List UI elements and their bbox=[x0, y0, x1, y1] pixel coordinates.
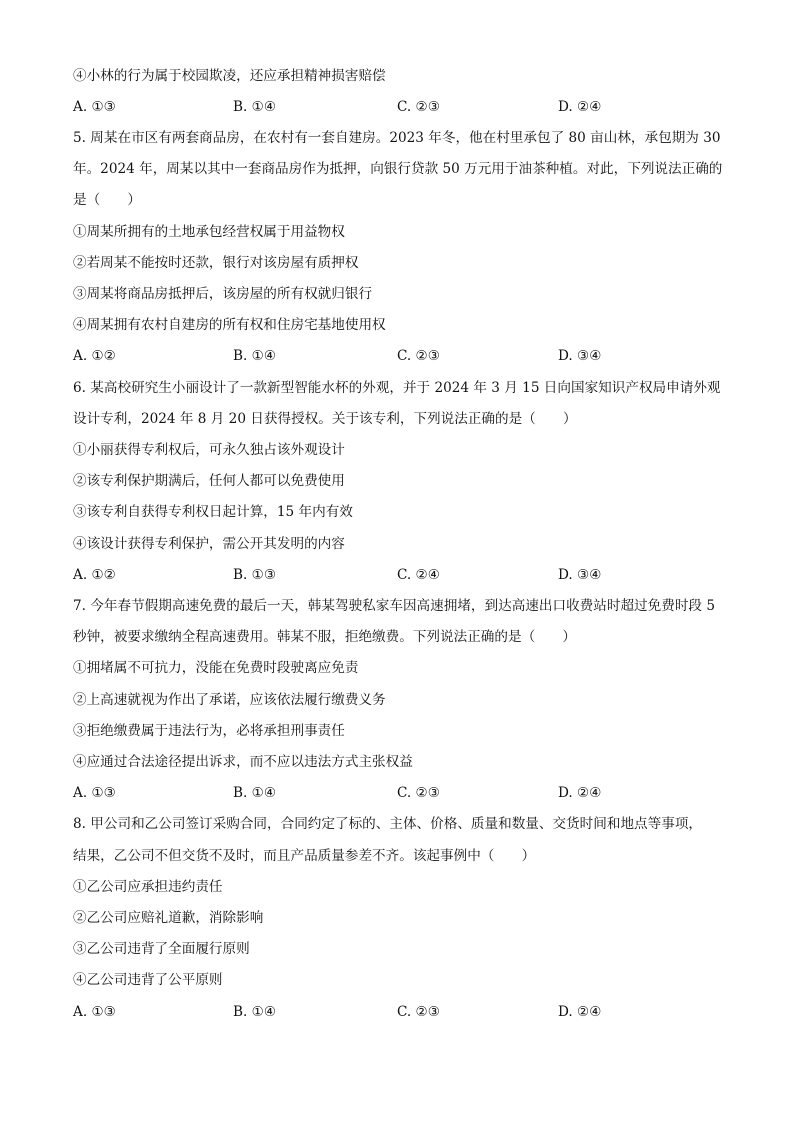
q7-statement-1: ①拥堵属不可抗力，没能在免费时段驶离应免责 bbox=[73, 660, 359, 676]
q6-option-a: A. ①② bbox=[73, 567, 116, 583]
q6-statement-1: ①小丽获得专利权后，可永久独占该外观设计 bbox=[73, 442, 345, 458]
q8-statement-3: ③乙公司违背了全面履行原则 bbox=[73, 941, 250, 957]
q5-option-c: C. ②③ bbox=[397, 348, 440, 364]
q7-statement-3: ③拒绝缴费属于违法行为，必将承担刑事责任 bbox=[73, 723, 345, 739]
q7-option-c: C. ②③ bbox=[397, 785, 440, 801]
q5-statement-3: ③周某将商品房抵押后，该房屋的所有权就归银行 bbox=[73, 286, 373, 302]
q5-stem-line-2: 年。2024 年，周某以其中一套商品房作为抵押，向银行贷款 50 万元用于油茶种植。对此，下列说法正确的 bbox=[73, 161, 723, 177]
q8-stem-line-2: 结果，乙公司不但交货不及时，而且产品质量参差不齐。该起事例中（ ） bbox=[73, 848, 536, 864]
q7-option-b: B. ①④ bbox=[233, 785, 277, 801]
q5-stem-line-3: 是（ ） bbox=[73, 192, 141, 208]
q6-statement-4: ④该设计获得专利保护，需公开其发明的内容 bbox=[73, 536, 345, 552]
q4-option-a: A. ①③ bbox=[73, 99, 116, 115]
q8-options bbox=[73, 1002, 733, 1022]
q4-option-d: D. ②④ bbox=[558, 99, 602, 115]
q5-option-a: A. ①② bbox=[73, 348, 116, 364]
q5-statement-2: ②若周某不能按时还款，银行对该房屋有质押权 bbox=[73, 255, 359, 271]
q8-option-b: B. ①④ bbox=[233, 1004, 277, 1020]
q7-stem-line-2: 秒钟，被要求缴纳全程高速费用。韩某不服，拒绝缴费。下列说法正确的是（ ） bbox=[73, 629, 576, 645]
q5-option-d: D. ③④ bbox=[558, 348, 602, 364]
q7-statement-4: ④应通过合法途径提出诉求，而不应以违法方式主张权益 bbox=[73, 754, 413, 770]
q7-option-d: D. ②④ bbox=[558, 785, 602, 801]
q8-option-c: C. ②③ bbox=[397, 1004, 440, 1020]
q4-options bbox=[73, 97, 733, 117]
q8-stem-line-1: 8. 甲公司和乙公司签订采购合同，合同约定了标的、主体、价格、质量和数量、交货时间和地点等事项， bbox=[73, 816, 703, 832]
q4-option-b: B. ①④ bbox=[233, 99, 277, 115]
q6-stem-line-1: 6. 某高校研究生小丽设计了一款新型智能水杯的外观，并于 2024 年 3 月 15 日向国家知识产权局申请外观 bbox=[73, 380, 721, 396]
q6-option-c: C. ②④ bbox=[397, 567, 440, 583]
q4-option-c: C. ②③ bbox=[397, 99, 440, 115]
q6-statement-3: ③该专利自获得专利权日起计算，15 年内有效 bbox=[73, 504, 353, 520]
q5-statement-4: ④周某拥有农村自建房的所有权和住房宅基地使用权 bbox=[73, 317, 386, 333]
q8-option-d: D. ②④ bbox=[558, 1004, 602, 1020]
q5-option-b: B. ①④ bbox=[233, 348, 277, 364]
q6-statement-2: ②该专利保护期满后，任何人都可以免费使用 bbox=[73, 473, 345, 489]
q8-option-a: A. ①③ bbox=[73, 1004, 116, 1020]
q6-option-d: D. ③④ bbox=[558, 567, 602, 583]
q7-stem-line-1: 7. 今年春节假期高速免费的最后一天，韩某驾驶私家车因高速拥堵，到达高速出口收费站时超过免费时段 5 bbox=[73, 598, 715, 614]
q6-options bbox=[73, 565, 733, 585]
q6-stem-line-2: 设计专利，2024 年 8 月 20 日获得授权。关于该专利，下列说法正确的是（ ） bbox=[73, 411, 577, 427]
q6-option-b: B. ①③ bbox=[233, 567, 277, 583]
q4-statement-4: ④小林的行为属于校园欺凌，还应承担精神损害赔偿 bbox=[73, 68, 386, 84]
q8-statement-1: ①乙公司应承担违约责任 bbox=[73, 879, 223, 895]
q8-statement-4: ④乙公司违背了公平原则 bbox=[73, 972, 223, 988]
q5-stem-line-1: 5. 周某在市区有两套商品房，在农村有一套自建房。2023 年冬，他在村里承包了 80 亩山林，承包期为 30 bbox=[73, 130, 721, 146]
q5-options bbox=[73, 346, 733, 366]
q7-options bbox=[73, 783, 733, 803]
q7-statement-2: ②上高速就视为作出了承诺，应该依法履行缴费义务 bbox=[73, 692, 386, 708]
q5-statement-1: ①周某所拥有的土地承包经营权属于用益物权 bbox=[73, 224, 345, 240]
q8-statement-2: ②乙公司应赔礼道歉，消除影响 bbox=[73, 910, 264, 926]
q7-option-a: A. ①③ bbox=[73, 785, 116, 801]
